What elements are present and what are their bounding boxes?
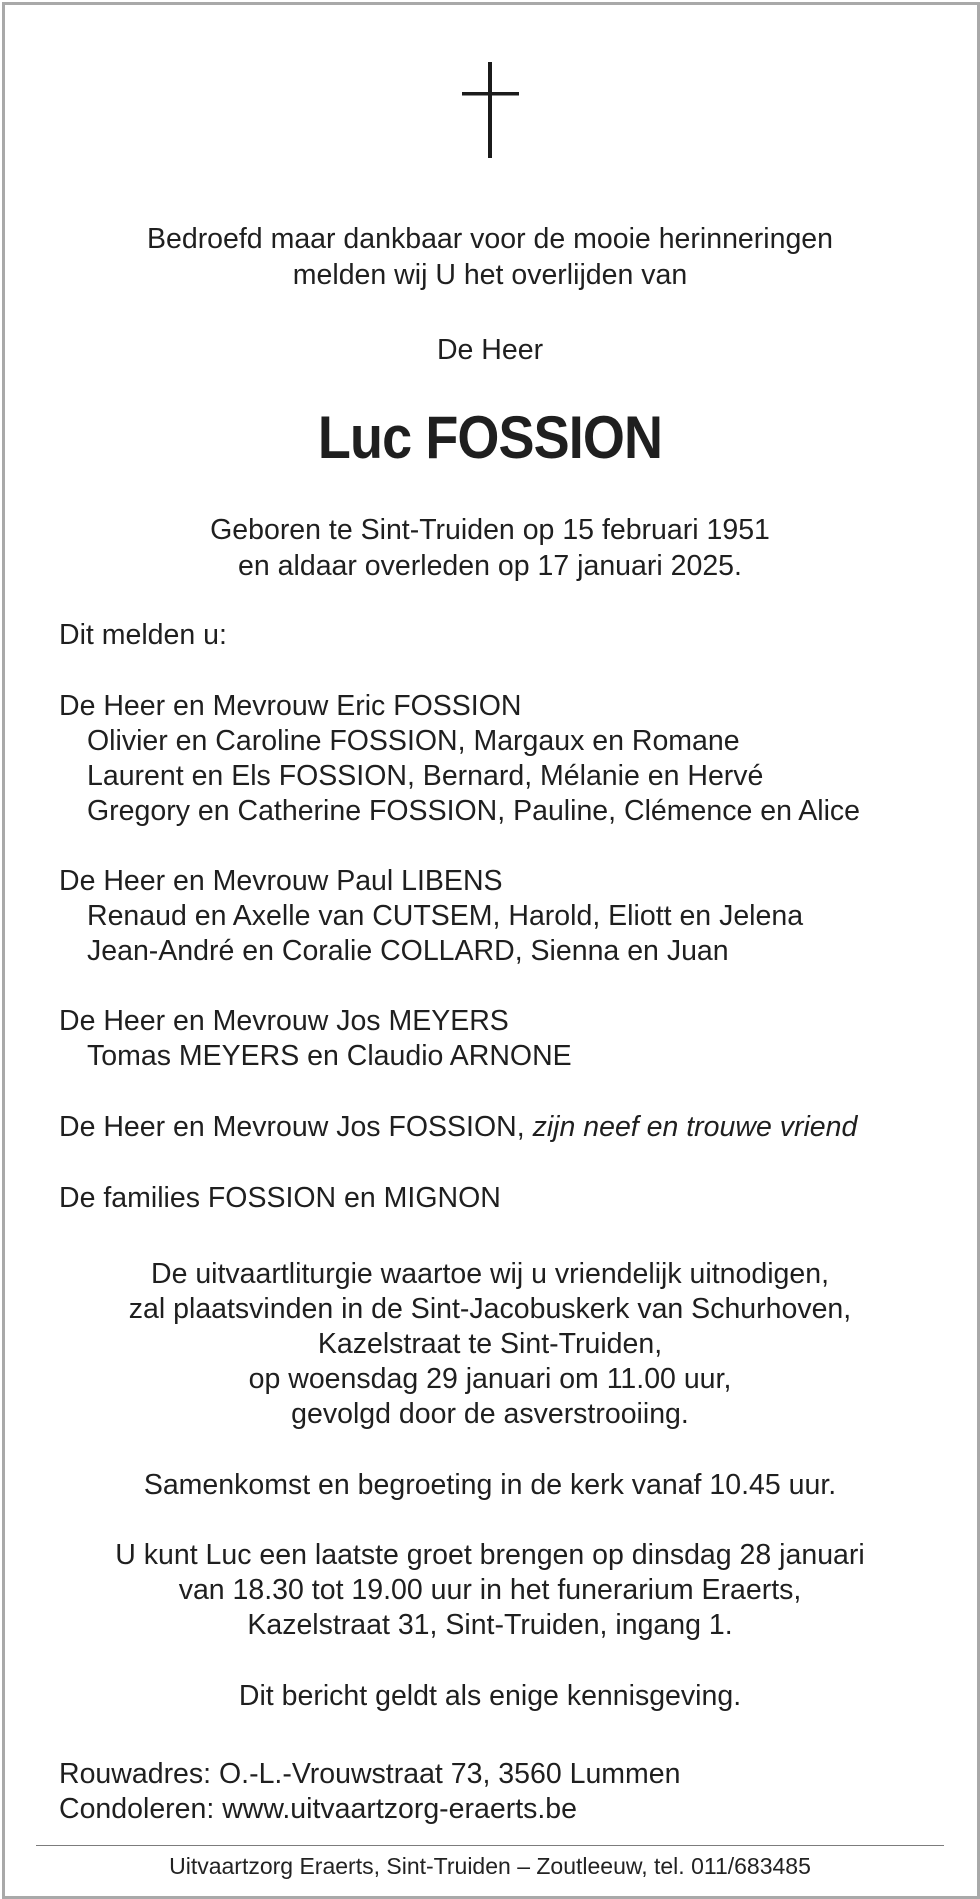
intro-line-1: Bedroefd maar dankbaar voor de mooie herinneringen	[146, 223, 834, 255]
family-member: Laurent en Els FOSSION, Bernard, Mélanie en Hervé	[87, 760, 764, 792]
death-line: en aldaar overleden op 17 januari 2025.	[238, 550, 742, 582]
cousin-relation: zijn neef en trouwe vriend	[532, 1111, 858, 1143]
notice-line: Dit bericht geldt als enige kennisgeving.	[238, 1680, 742, 1712]
liturgy-line: Kazelstraat te Sint-Truiden,	[317, 1328, 663, 1360]
condolences-line: Condoleren: www.uitvaartzorg-eraerts.be	[59, 1793, 577, 1825]
liturgy-line: gevolgd door de asverstrooiing.	[291, 1398, 689, 1430]
intro-line-2: melden wij U het overlijden van	[292, 259, 688, 291]
address-line: Rouwadres: O.-L.-Vrouwstraat 73, 3560 Lummen	[59, 1758, 681, 1790]
family-member: Jean-André en Coralie COLLARD, Sienna en Juan	[87, 935, 729, 967]
birth-line: Geboren te Sint-Truiden op 15 februari 1951	[210, 514, 770, 546]
deceased-name: Luc FOSSION	[317, 404, 663, 471]
announcers-heading: Dit melden u:	[59, 619, 227, 651]
liturgy-line: zal plaatsvinden in de Sint-Jacobuskerk van Schurhoven,	[128, 1293, 852, 1325]
visitation-line: U kunt Luc een laatste groet brengen op dinsdag 28 januari	[115, 1539, 865, 1571]
family-member: Gregory en Catherine FOSSION, Pauline, Clémence en Alice	[87, 795, 861, 827]
cousin-line	[59, 1110, 857, 1145]
family-member: Tomas MEYERS en Claudio ARNONE	[87, 1040, 572, 1072]
liturgy-line: De uitvaartliturgie waartoe wij u vriendelijk uitnodigen,	[150, 1258, 830, 1290]
family-head: De Heer en Mevrouw Paul LIBENS	[59, 865, 503, 897]
family-head: De Heer en Mevrouw Eric FOSSION	[59, 690, 522, 722]
visitation-line: Kazelstraat 31, Sint-Truiden, ingang 1.	[247, 1609, 733, 1641]
honorific: De Heer	[436, 334, 544, 366]
footer-divider	[36, 1845, 944, 1846]
visitation-line: van 18.30 tot 19.00 uur in het funerarium Eraerts,	[178, 1574, 802, 1606]
family-member: Renaud en Axelle van CUTSEM, Harold, Eliott en Jelena	[87, 900, 804, 932]
families-line: De families FOSSION en MIGNON	[59, 1182, 501, 1214]
family-member: Olivier en Caroline FOSSION, Margaux en Romane	[87, 725, 740, 757]
liturgy-line: op woensdag 29 januari om 11.00 uur,	[248, 1363, 732, 1395]
family-head: De Heer en Mevrouw Jos MEYERS	[59, 1005, 509, 1037]
funeral-home-footer: Uitvaartzorg Eraerts, Sint-Truiden – Zoutleeuw, tel. 011/683485	[169, 1853, 811, 1879]
cousin-name: De Heer en Mevrouw Jos FOSSION,	[59, 1111, 525, 1143]
gathering-line: Samenkomst en begroeting in de kerk vanaf 10.45 uur.	[143, 1469, 837, 1501]
